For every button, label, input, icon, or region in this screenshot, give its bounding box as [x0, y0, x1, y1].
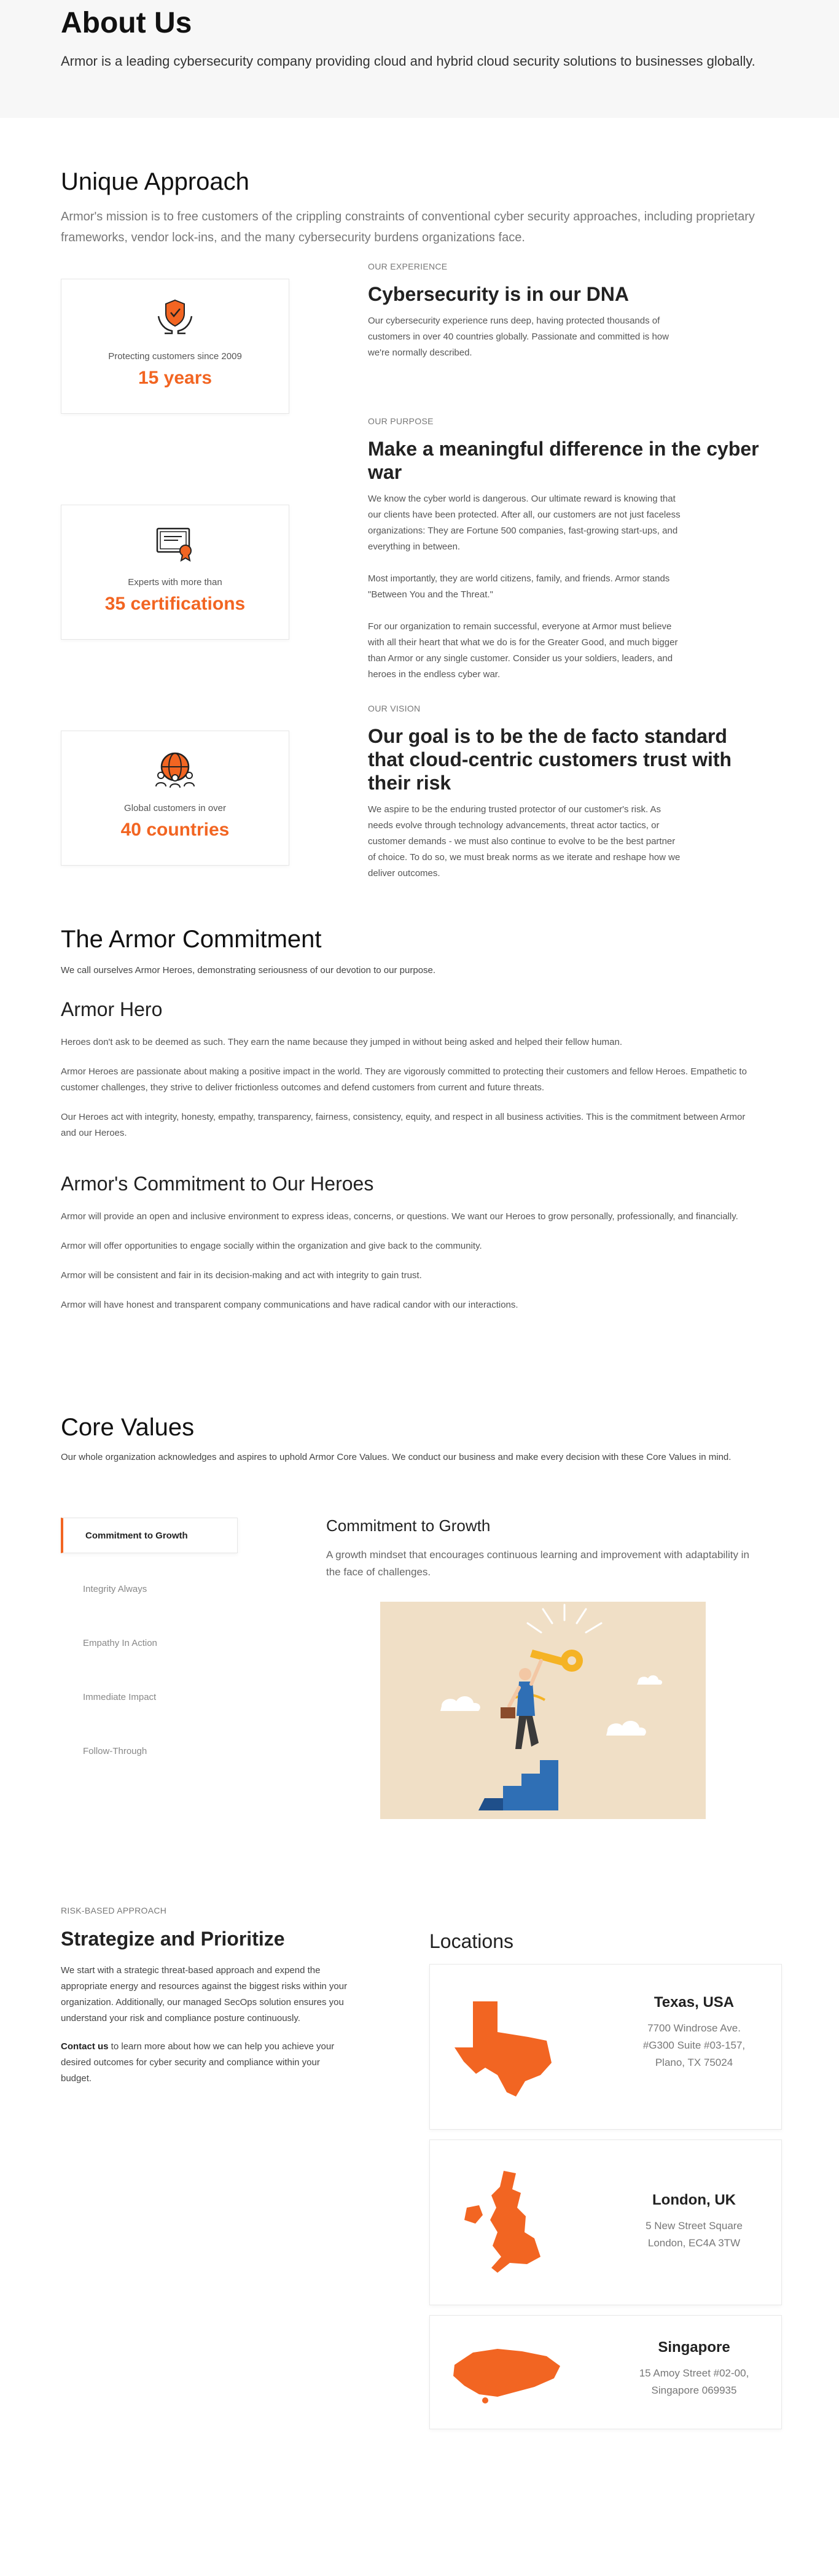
- stat-label: Experts with more than: [128, 577, 222, 588]
- location-name: Singapore: [658, 2339, 730, 2356]
- tab-empathy-in-action[interactable]: Empathy In Action: [83, 1638, 157, 1648]
- uk-map-icon: [448, 2165, 565, 2281]
- stat-card-purpose: [61, 505, 289, 640]
- risk-paragraph: We start with a strategic threat-based approach and expend the appropriate energy and resources against the biggest risks within your organization. Additionally, our managed SecOps solution ensures you understand your risk and compliance posture continuously.: [61, 1965, 348, 2023]
- features-block: [61, 248, 778, 905]
- address-line: 5 New Street Square: [646, 2220, 743, 2232]
- texas-map-icon: [448, 1989, 565, 2106]
- feature-vision: [368, 704, 761, 882]
- feature-heading: Our goal is to be the de facto standard that cloud-centric customers trust with their risk: [368, 725, 732, 794]
- growth-illustration: [380, 1602, 706, 1819]
- stat-label: Protecting customers since 2009: [108, 351, 242, 362]
- page-title: About Us: [61, 7, 192, 39]
- values-tabs: [61, 1518, 238, 1788]
- eyebrow: OUR EXPERIENCE: [368, 262, 448, 271]
- subsection-title: Armor's Commitment to Our Heroes: [61, 1173, 374, 1195]
- core-values-block: [61, 1462, 778, 1868]
- location-card-texas: [429, 1964, 782, 2130]
- body-paragraph: Armor will have honest and transparent company communications and have radical candor with our interactions.: [61, 1300, 518, 1310]
- certificate-icon: [154, 520, 197, 563]
- address-line: Plano, TX 75024: [655, 2057, 733, 2068]
- feature-heading: Make a meaningful difference in the cyber war: [368, 438, 759, 483]
- subsection-title: Armor Hero: [61, 998, 163, 1020]
- globe-people-icon: [154, 746, 197, 789]
- location-address: [614, 2020, 774, 2071]
- address-line: 15 Amoy Street #02-00,: [639, 2367, 749, 2379]
- locations-title: Locations: [429, 1930, 513, 1952]
- stat-value: 40 countries: [120, 820, 230, 840]
- body-paragraph: Heroes don't ask to be deemed as such. They earn the name because they jumped in without being asked and helped their fellow human.: [61, 1037, 622, 1047]
- risk-title: Strategize and Prioritize: [61, 1928, 285, 1950]
- location-card-singapore: [429, 2315, 782, 2429]
- core-values-section: [0, 1313, 839, 1868]
- location-address: [614, 2365, 774, 2399]
- tab-integrity-always[interactable]: Integrity Always: [83, 1584, 147, 1594]
- stat-value: 15 years: [138, 368, 213, 388]
- stat-card-vision: [61, 731, 289, 866]
- value-title: Commitment to Growth: [326, 1516, 491, 1535]
- contact-text: to learn more about how we can help you achieve your desired outcomes for cyber security and compliance within your budget.: [61, 2041, 335, 2084]
- feature-experience: [368, 262, 761, 361]
- feature-paragraph: Most importantly, they are world citizens, family, and friends. Armor stands "Between You and the Threat.": [368, 573, 670, 600]
- section-intro: We call ourselves Armor Heroes, demonstrating seriousness of our devotion to our purpose.: [61, 965, 436, 976]
- unique-approach-section: [0, 118, 839, 905]
- shield-hands-icon: [154, 294, 197, 337]
- singapore-map-icon: [448, 2328, 565, 2420]
- body-paragraph: Armor will be consistent and fair in its decision-making and act with integrity to gain trust.: [61, 1270, 422, 1281]
- stat-label: Global customers in over: [124, 803, 226, 813]
- risk-locations-section: [0, 1868, 839, 2470]
- feature-heading: Cybersecurity is in our DNA: [368, 283, 629, 305]
- location-name: London, UK: [652, 2192, 736, 2208]
- section-title: The Armor Commitment: [61, 926, 322, 953]
- eyebrow: RISK-BASED APPROACH: [61, 1906, 167, 1915]
- feature-paragraph: Our cybersecurity experience runs deep, having protected thousands of customers in over 40 countries globally. Passionate and committed is how we're normally described.: [368, 316, 669, 358]
- location-text: [614, 2192, 774, 2252]
- value-description: A growth mindset that encourages continuous learning and improvement with adaptability in the face of challenges.: [326, 1549, 749, 1578]
- address-line: #G300 Suite #03-157,: [642, 2039, 746, 2051]
- section-title: Core Values: [61, 1414, 195, 1441]
- body-paragraph: Armor Heroes are passionate about making a positive impact in the world. They are vigorously committed to protecting their customers and fellow Heroes. Empathetic to customer challenges, they strive to deliver frictionless outcomes and defend customers from current and future threats.: [61, 1066, 747, 1093]
- section-intro: Our whole organization acknowledges and aspires to uphold Armor Core Values. We conduct our business and make every decision with these Core Values in mind.: [61, 1452, 732, 1462]
- locations-column: [429, 1930, 782, 2429]
- feature-paragraph: For our organization to remain successful, everyone at Armor must believe with all their heart that what we do is for the Greater Good, and much bigger than Armor or any single customer. Consider us your soldiers, leaders, and heroes in the endless cyber war.: [368, 621, 678, 680]
- section-lead: Armor's mission is to free customers of the crippling constraints of conventional cyber security approaches, including proprietary frameworks, vendor lock-ins, and the many cybersecurity burdens organizations face.: [61, 210, 755, 244]
- section-title: Unique Approach: [61, 168, 249, 195]
- body-paragraph: Armor will offer opportunities to engage socially within the organization and give back to the community.: [61, 1241, 482, 1251]
- location-text: [614, 2339, 774, 2399]
- eyebrow: OUR PURPOSE: [368, 416, 434, 426]
- feature-paragraph: We know the cyber world is dangerous. Our ultimate reward is knowing that our clients have been protected. After all, our customers are not just faceless organizations: They are Fortune 500 companies, fast-growing start-ups, and everything in between.: [368, 494, 681, 552]
- contact-paragraph: [61, 2039, 349, 2087]
- feature-purpose: [368, 416, 761, 683]
- hero-subtitle: Armor is a leading cybersecurity company providing cloud and hybrid cloud security solutions to businesses globally.: [61, 53, 755, 69]
- tab-commitment-to-growth[interactable]: Commitment to Growth: [61, 1518, 238, 1553]
- body-paragraph: Our Heroes act with integrity, honesty, empathy, transparency, fairness, consistency, equity, and respect in all business activities. This is the commitment between Armor and our Heroes.: [61, 1112, 746, 1138]
- address-line: Singapore 069935: [651, 2384, 737, 2396]
- stat-card-experience: [61, 279, 289, 414]
- commitment-section: [0, 905, 839, 1313]
- address-line: 7700 Windrose Ave.: [647, 2022, 741, 2034]
- tab-follow-through[interactable]: Follow-Through: [83, 1746, 147, 1756]
- hero-section: [0, 0, 839, 118]
- location-address: [614, 2217, 774, 2252]
- eyebrow: OUR VISION: [368, 704, 421, 713]
- contact-us-link[interactable]: Contact us: [61, 2041, 109, 2052]
- stat-value: 35 certifications: [104, 594, 246, 614]
- key-climber-illustration-icon: [380, 1602, 706, 1819]
- location-card-london: [429, 2140, 782, 2305]
- feature-paragraph: We aspire to be the enduring trusted protector of our customer's risk. As needs evolve through technology advancements, threat actor tactics, or customer demands - we must also continue to evolve to be the best partner of choice. To do so, we must break norms as we iterate and reshape how we deliver outcomes.: [368, 804, 681, 879]
- address-line: London, EC4A 3TW: [647, 2237, 741, 2249]
- body-paragraph: Armor will provide an open and inclusive environment to express ideas, concerns, or questions. We want our Heroes to grow personally, professionally, and financially.: [61, 1211, 738, 1222]
- value-panel: [326, 1516, 768, 1819]
- location-name: Texas, USA: [654, 1994, 735, 2011]
- risk-locations-block: [61, 1906, 778, 2470]
- risk-column: [61, 1906, 349, 2087]
- tab-immediate-impact[interactable]: Immediate Impact: [83, 1692, 157, 1702]
- location-text: [614, 1994, 774, 2071]
